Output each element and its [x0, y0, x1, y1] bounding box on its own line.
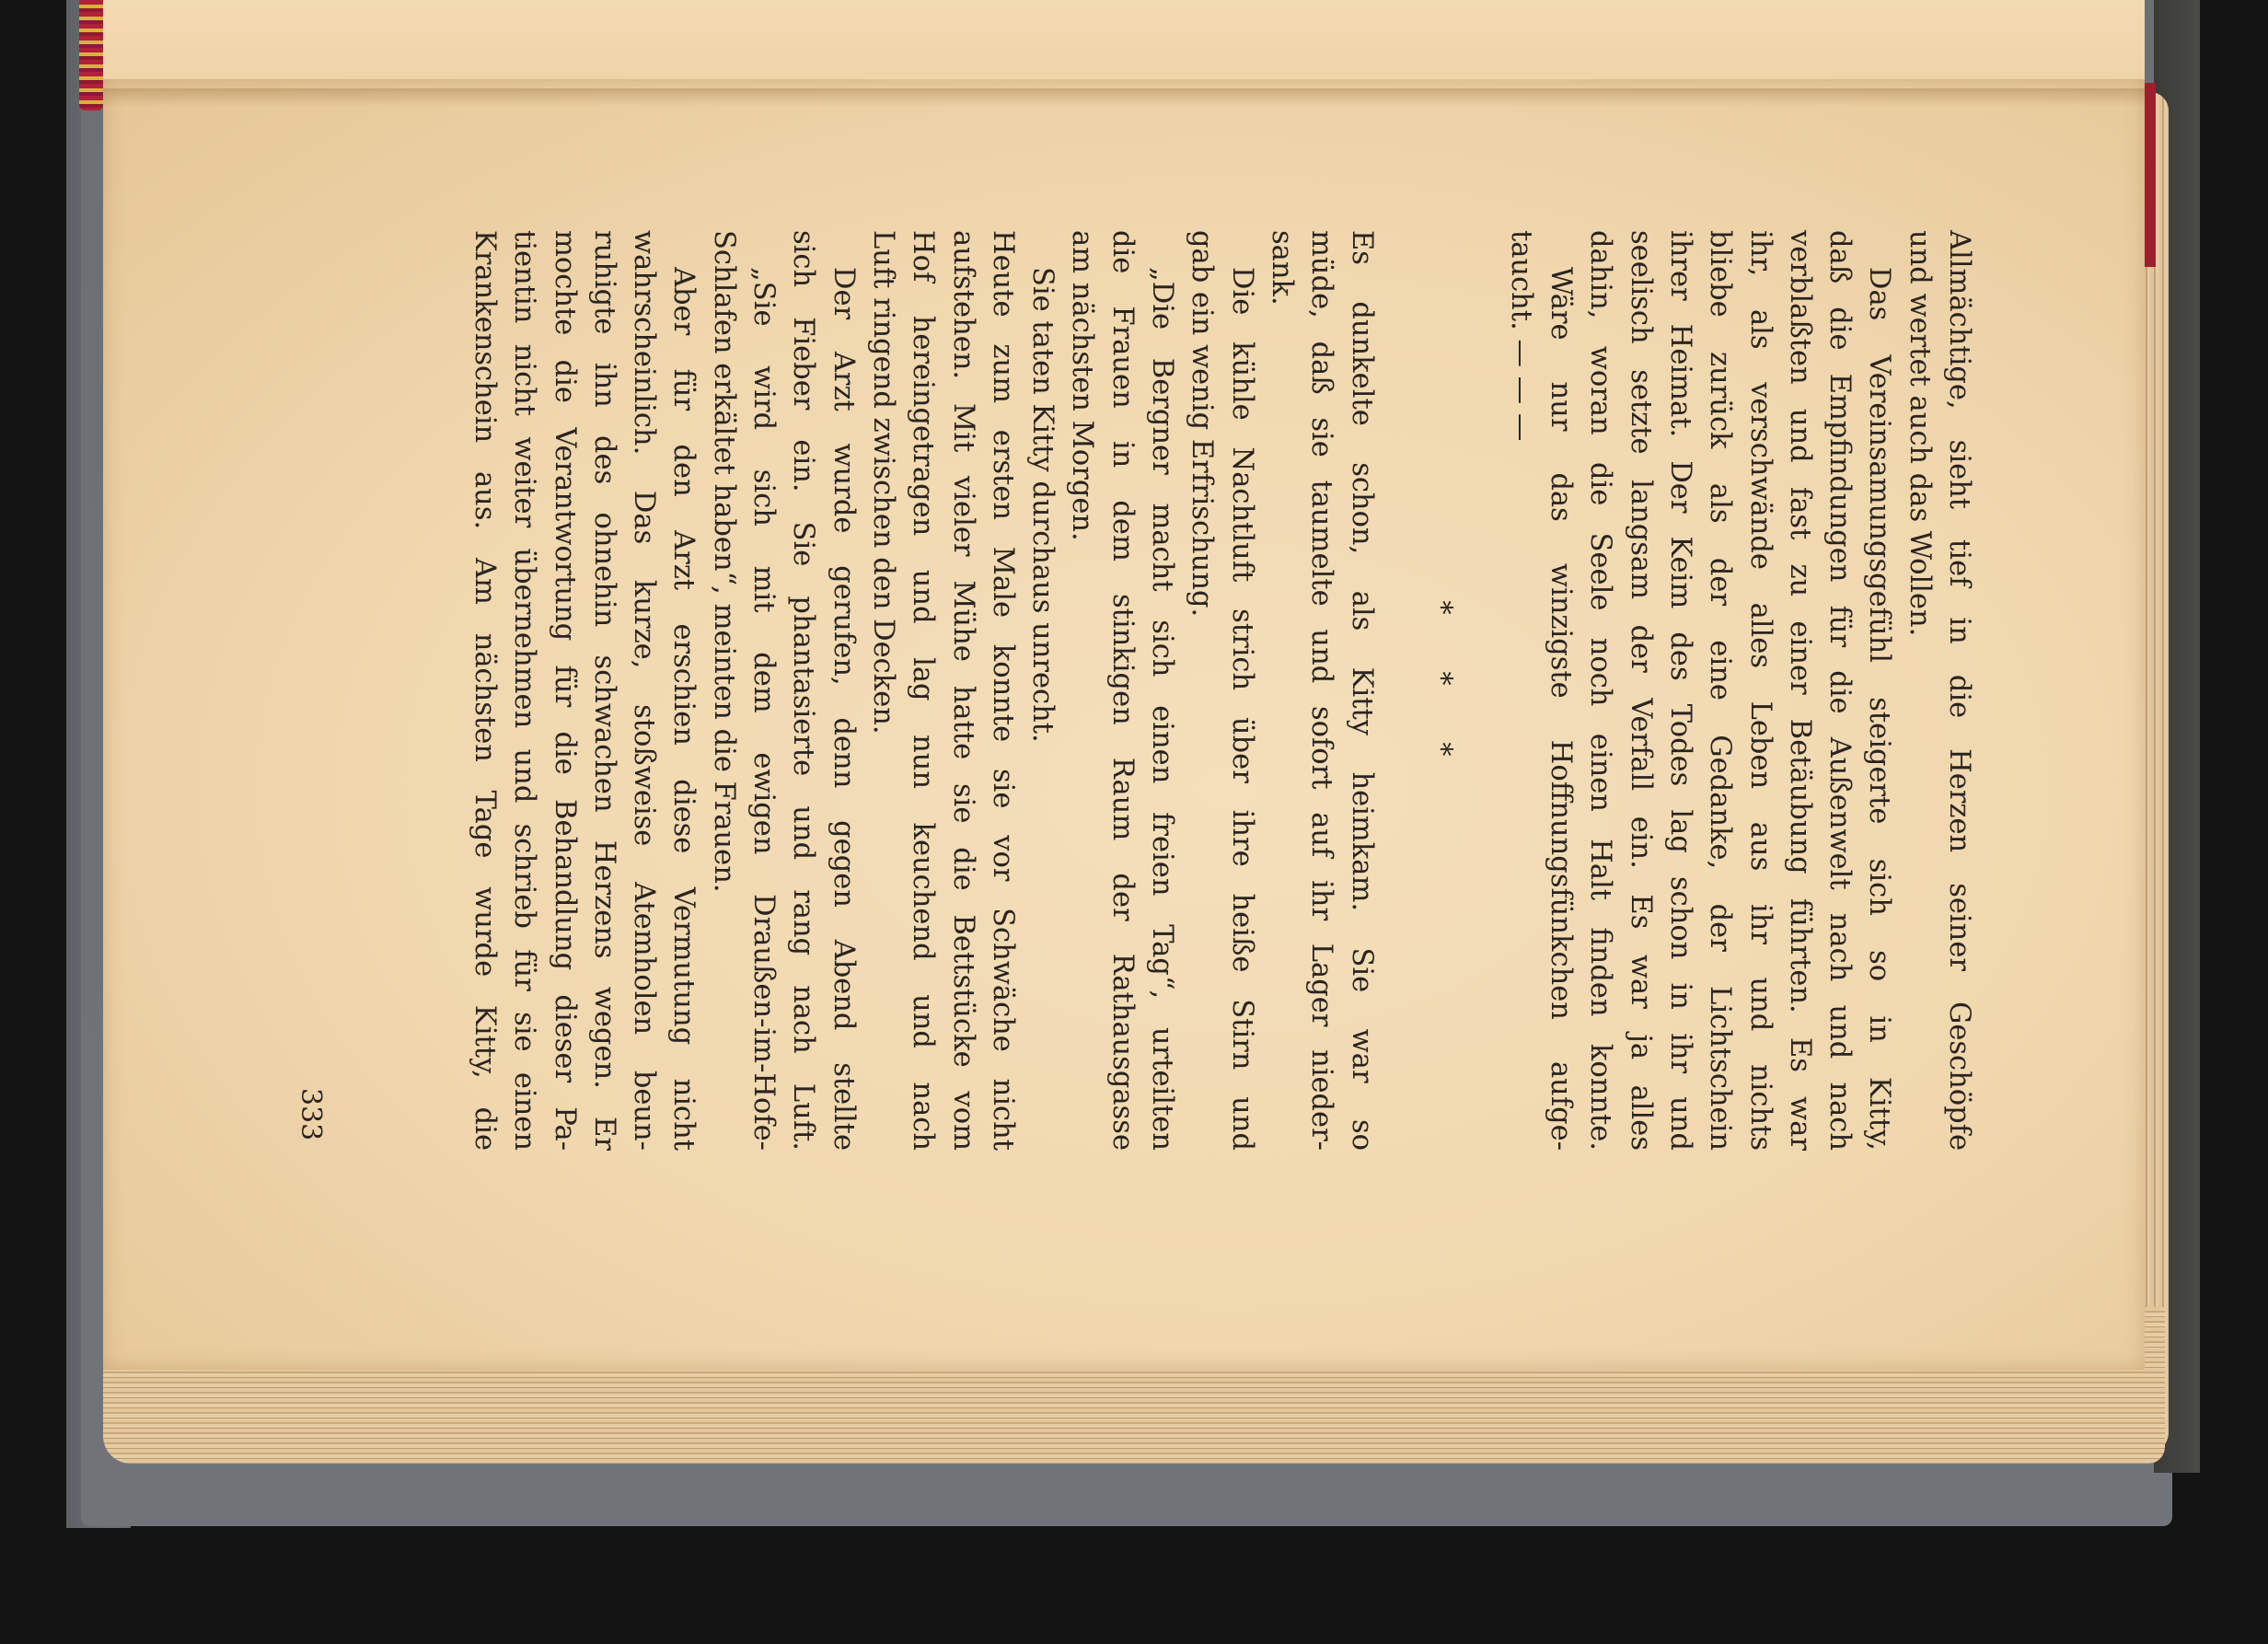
text-line: Das Vereinsamungsgefühl steigerte sich so in Kitty, — [1863, 267, 1896, 1151]
text-line: ihr, als verschwände alles Leben aus ihr und nichts — [1743, 230, 1776, 1151]
text-line: Es dunkelte schon, als Kitty heimkam. Sie war so — [1345, 230, 1378, 1151]
text-line: daß die Empfindungen für die Außenwelt nach und nach — [1823, 230, 1857, 1151]
text-line: Schlafen erkältet haben“, meinten die Frauen. — [707, 230, 740, 893]
text-line: aufstehen. Mit vieler Mühe hatte sie die Bettstücke vom — [946, 230, 979, 1151]
text-line: bliebe zurück als der eine Gedanke, der Lichtschein — [1704, 230, 1737, 1151]
page-text — [414, 230, 1979, 1151]
text-line: die Frauen in dem stinkigen Raum der Rathausgasse — [1105, 230, 1139, 1151]
text-line: Der Arzt wurde gerufen, denn gegen Abend stellte — [827, 267, 860, 1151]
text-line: tientin nicht weiter übernehmen und schrieb für sie einen — [508, 230, 541, 1151]
text-line: ihrer Heimat. Der Keim des Todes lag schon in ihr und — [1663, 230, 1696, 1151]
text-line: Die kühle Nachtluft strich über ihre heiße Stirn und — [1225, 267, 1258, 1151]
text-line: ruhigte ihn des ohnehin schwachen Herzens wegen. Er — [587, 230, 620, 1151]
text-line: Aber für den Arzt erschien diese Vermutung nicht — [667, 267, 700, 1151]
text-line: wahrscheinlich. Das kurze, stoßweise Atemholen beun- — [628, 230, 661, 1151]
text-line: „Sie wird sich mit dem ewigen Draußen-im-Hofe- — [747, 267, 781, 1151]
text-line: taucht. — — — — [1504, 230, 1537, 442]
text-line: seelisch setzte langsam der Verfall ein. Es war ja alles — [1624, 230, 1657, 1151]
text-line: dahin, woran die Seele noch einen Halt finden konnte. — [1584, 230, 1617, 1151]
blank-line — [1382, 230, 1421, 1151]
text-line: am nächsten Morgen. — [1066, 230, 1099, 541]
text-line: Hof hereingetragen und lag nun keuchend und nach — [907, 230, 940, 1151]
headband — [79, 0, 103, 110]
page-gutter-shadow — [103, 88, 2145, 107]
text-line: gab ein wenig Erfrischung. — [1186, 230, 1219, 618]
text-line: mochte die Verantwortung für die Behandlung dieser Pa- — [548, 230, 581, 1151]
text-line: Wäre nur das winzigste Hoffnungsfünkchen aufge- — [1545, 267, 1578, 1151]
blank-line — [1461, 230, 1500, 1151]
text-line: sank. — [1265, 230, 1298, 306]
text-line: „Die Bergner macht sich einen freien Tag“, urteilten — [1146, 267, 1179, 1151]
text-line: sich Fieber ein. Sie phantasierte und rang nach Luft. — [787, 230, 820, 1151]
section-break: * * * — [1425, 600, 1458, 781]
text-line: Heute zum ersten Male konnte sie vor Schwäche nicht — [986, 230, 1019, 1151]
text-line: Allmächtige, sieht tief in die Herzen seiner Geschöpfe — [1943, 230, 1975, 1151]
text-line: Sie taten Kitty durchaus unrecht. — [1026, 267, 1059, 743]
text-line: und wertet auch das Wollen. — [1903, 230, 1936, 637]
text-line: verblaßten und fast zu einer Betäubung führten. Es war — [1783, 230, 1816, 1151]
page-number: 333 — [295, 1088, 327, 1141]
text-line: Krankenschein aus. Am nächsten Tage wurde Kitty, die — [469, 230, 502, 1151]
text-line: müde, daß sie taumelte und sofort auf ihr Lager nieder- — [1305, 230, 1338, 1151]
text-line: Luft ringend zwischen den Decken. — [866, 230, 899, 735]
ribbon-marker — [2145, 83, 2156, 267]
